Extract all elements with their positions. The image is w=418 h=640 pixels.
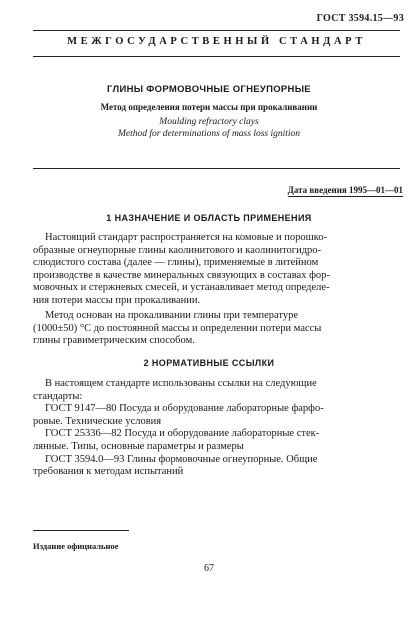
text-line: Настоящий стандарт распространяется на комовые и порошко- [45, 232, 328, 243]
section-1-paragraph-1 [33, 232, 401, 308]
document-code: ГОСТ 3594.15—93 [316, 13, 404, 24]
text-line: глины гравиметрическим способом. [33, 335, 195, 347]
text-line: ровые. Технические условия [33, 415, 162, 427]
introduction-date: Дата введения 1995—01—01 [287, 185, 403, 195]
standard-title: МЕЖГОСУДАРСТВЕННЫЙ СТАНДАРТ [67, 36, 366, 47]
text-line: производстве в качестве минеральных связующих в составах фор- [33, 269, 330, 281]
text-line: образные огнеупорные глины каолинитового и каолинитогидро- [33, 244, 322, 256]
reference-line: ГОСТ 9147—80 Посуда и оборудование лабораторные фарфо- [45, 403, 324, 415]
english-title: Moulding refractory clays [159, 117, 259, 127]
reference-line: ГОСТ 3594.0—93 Глины формовочные огнеупорные. Общие [45, 453, 318, 465]
document-title: ГЛИНЫ ФОРМОВОЧНЫЕ ОГНЕУПОРНЫЕ [107, 84, 311, 95]
text-line: мовочных и стержневых смесей, и устанавливает метод определе- [33, 282, 330, 294]
footer-divider [33, 530, 129, 531]
text-line: Метод основан на прокаливании глины при температуре [45, 310, 298, 321]
intro-divider [33, 168, 400, 169]
text-line: слюдистого состава (далее — глины), применяемые в литейном [33, 257, 319, 269]
reference-line: ГОСТ 25336—82 Посуда и оборудование лабораторные стек- [45, 428, 320, 440]
text-line: стандарты: [33, 390, 83, 402]
section-2-heading: 2 НОРМАТИВНЫЕ ССЫЛКИ [143, 358, 275, 368]
section-1-heading: 1 НАЗНАЧЕНИЕ И ОБЛАСТЬ ПРИМЕНЕНИЯ [106, 213, 312, 223]
text-line: лянные. Типы, основные параметры и размеры [33, 440, 244, 452]
top-divider [33, 30, 400, 31]
official-edition-note: Издание официальное [33, 541, 119, 551]
text-line: В настоящем стандарте использованы ссылки на следующие [45, 378, 317, 389]
text-line: (1000±50) °С до постоянной массы и определении потери массы [33, 322, 322, 334]
text-line: ния потери массы при прокаливании. [33, 294, 201, 306]
english-subtitle: Method for determinations of mass loss ignition [117, 129, 301, 139]
page-number: 67 [204, 563, 214, 574]
document-subtitle: Метод определения потери массы при прокаливании [100, 102, 318, 112]
text-line: требования к методам испытаний [33, 466, 184, 478]
section-2-body [33, 378, 401, 479]
title-divider [33, 56, 400, 57]
section-1-paragraph-2 [33, 310, 401, 348]
